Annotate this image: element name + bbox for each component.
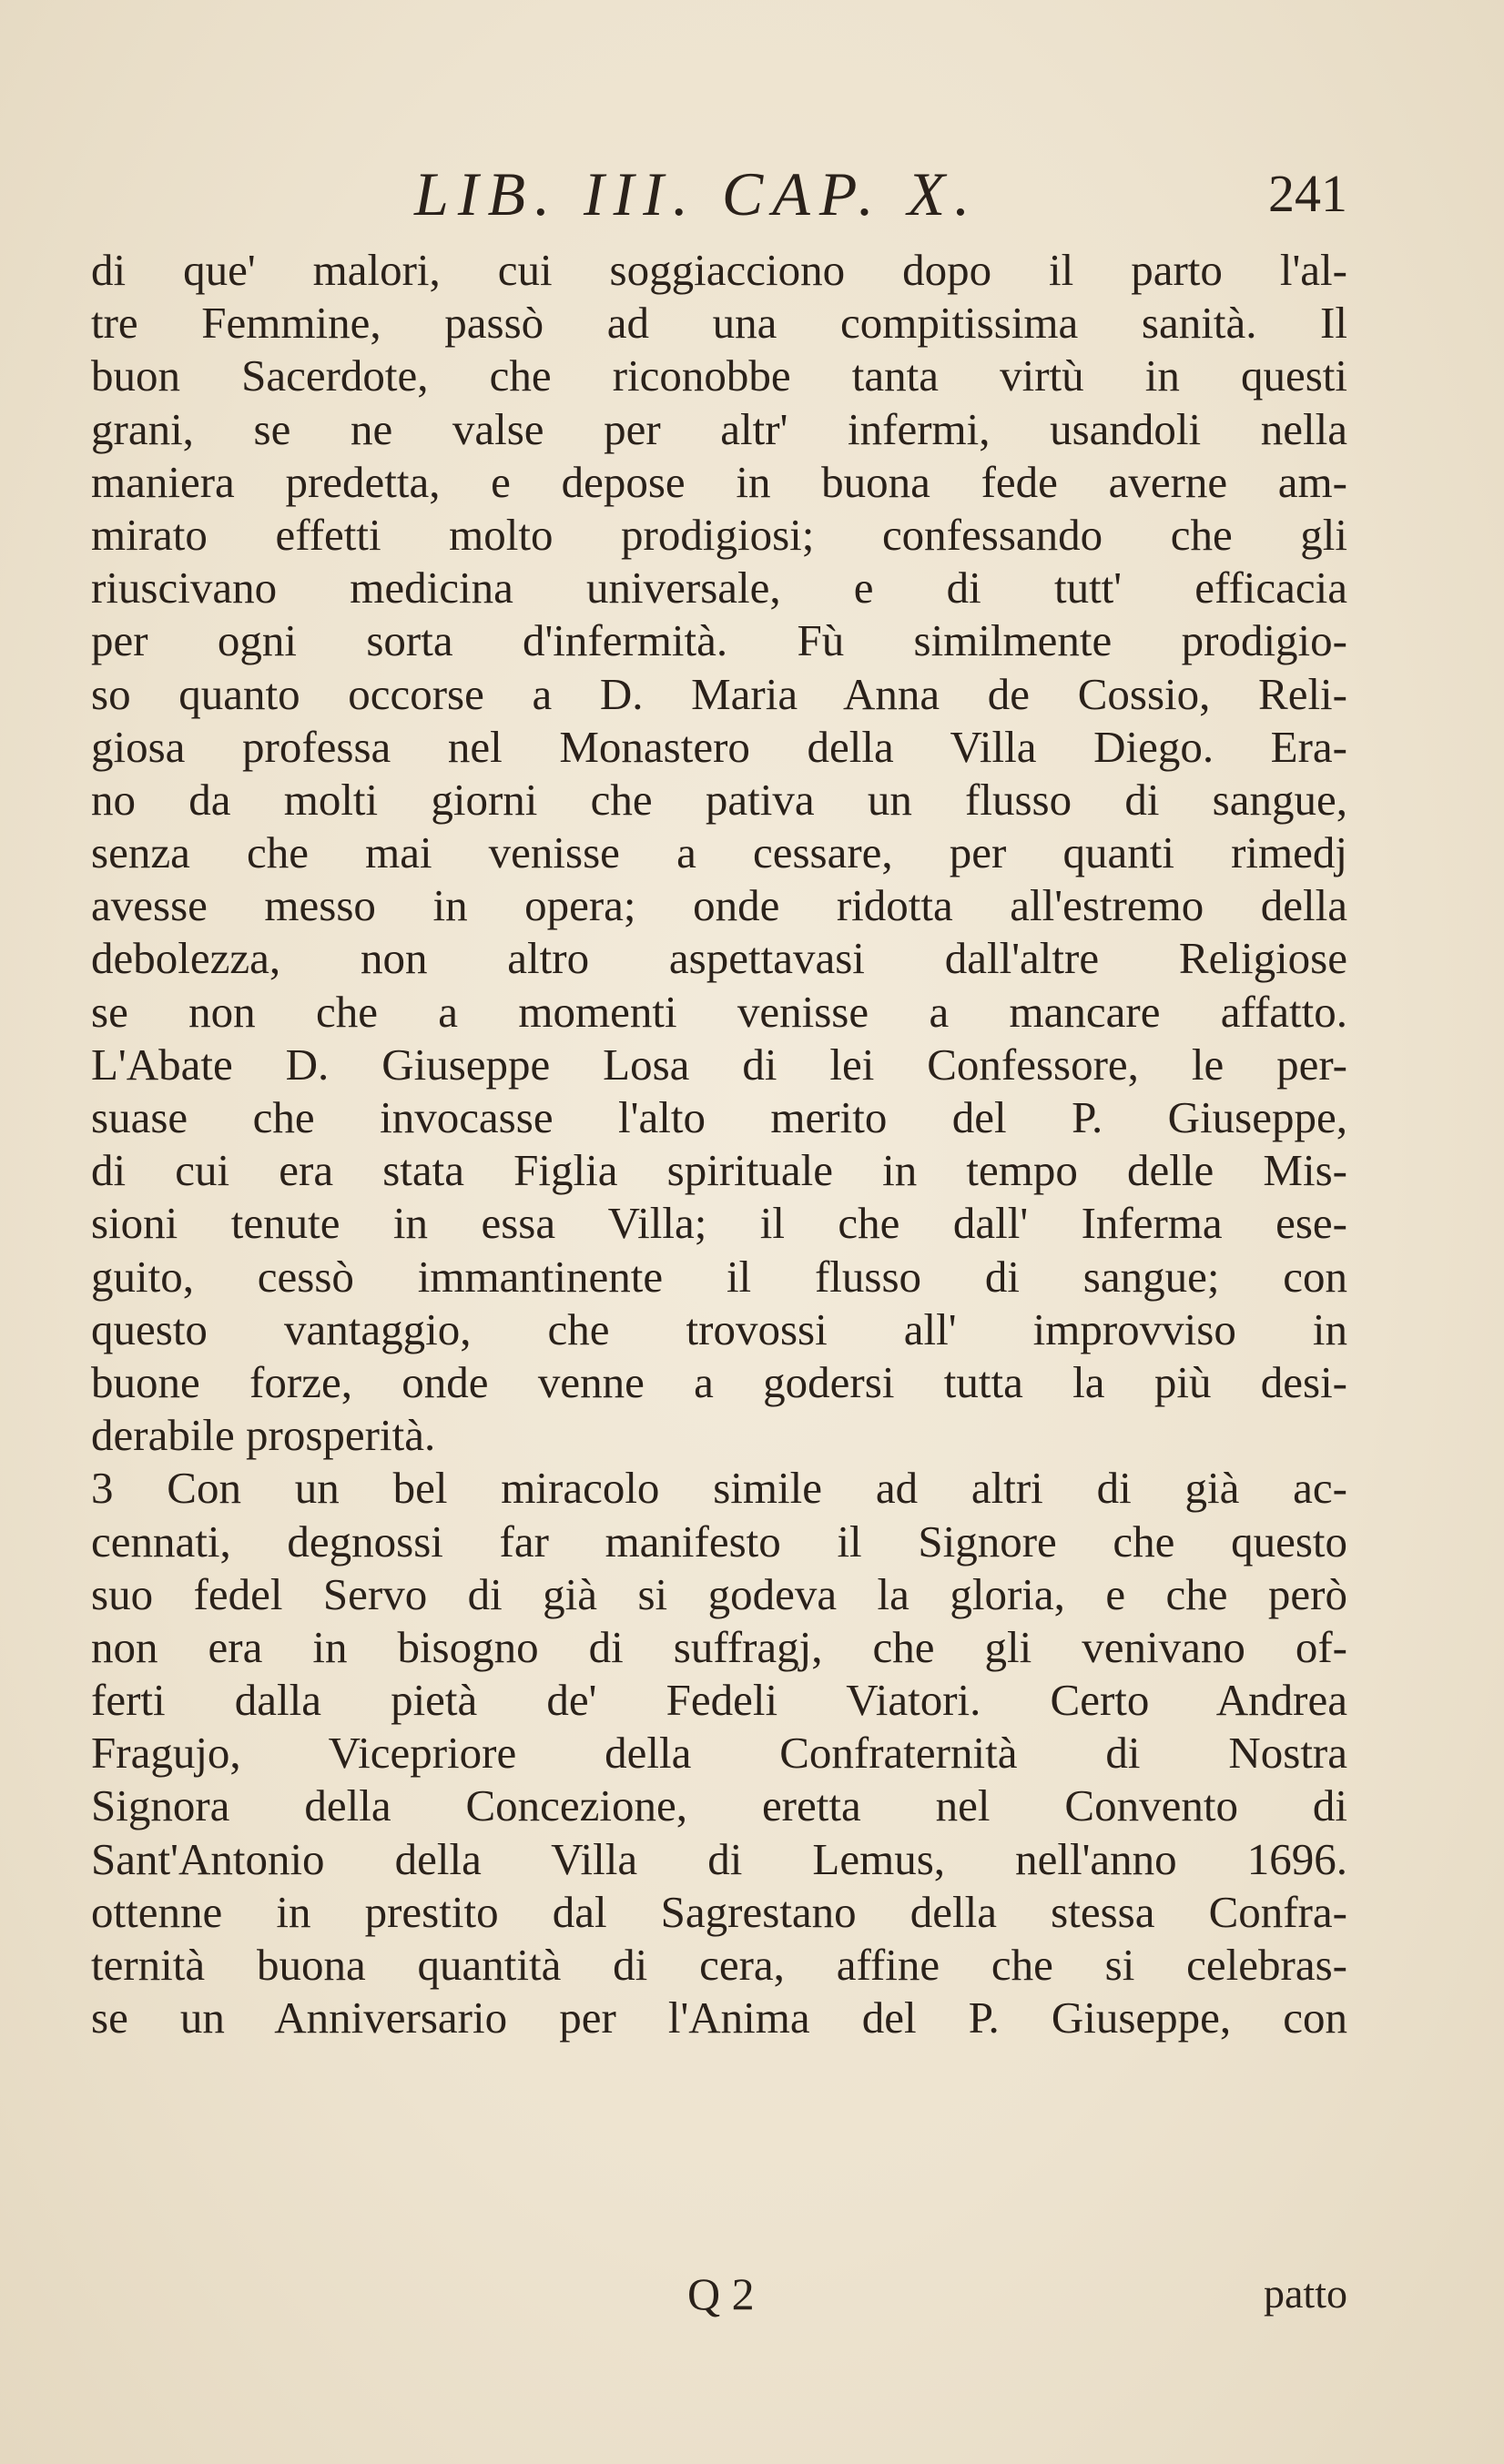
running-head: LIB. III. CAP. X. xyxy=(414,159,980,228)
text-line: sioni tenute in essa Villa; il che dall' Inferma ese- xyxy=(91,1198,1347,1249)
text-line: no da molti giorni che pativa un flusso di sangue, xyxy=(91,774,1347,825)
text-line: buone forze, onde venne a godersi tutta la più desi- xyxy=(91,1356,1347,1407)
text-line: riuscivano medicina universale, e di tutt' efficacia xyxy=(91,563,1347,613)
text-line: non era in bisogno di suffragj, che gli venivano of- xyxy=(91,1621,1347,1672)
page-header xyxy=(91,153,1347,235)
text-line: questo vantaggio, che trovossi all' improvviso in xyxy=(91,1303,1347,1354)
text-line: se non che a momenti venisse a mancare affatto. xyxy=(91,986,1347,1037)
text-line: ternità buona quantità di cera, affine che si celebras- xyxy=(91,1940,1347,1990)
text-line: ottenne in prestito dal Sagrestano della stessa Confra- xyxy=(91,1886,1347,1937)
text-line: senza che mai venisse a cessare, per quanti rimedj xyxy=(91,827,1347,878)
catchword: patto xyxy=(1264,2270,1347,2317)
text-line: suo fedel Servo di già si godeva la gloria, e che però xyxy=(91,1568,1347,1619)
text-line: ferti dalla pietà de' Fedeli Viatori. Certo Andrea xyxy=(91,1675,1347,1726)
body-text xyxy=(91,244,1347,2044)
text-line: per ogni sorta d'infermità. Fù similmente prodigio- xyxy=(91,615,1347,666)
text-line: debolezza, non altro aspettavasi dall'altre Religiose xyxy=(91,933,1347,984)
text-line: grani, se ne valse per altr' infermi, usandoli nella xyxy=(91,403,1347,454)
page-footer xyxy=(91,2257,1347,2330)
text-line: Sant'Antonio della Villa di Lemus, nell'anno 1696. xyxy=(91,1833,1347,1884)
text-line: derabile prosperità. xyxy=(91,1410,436,1461)
text-line: 3 Con un bel miracolo simile ad altri di già ac- xyxy=(91,1463,1347,1514)
text-line: Fragujo, Vicepriore della Confraternità di Nostra xyxy=(91,1728,1347,1779)
text-line: suase che invocasse l'alto merito del P. Giuseppe, xyxy=(91,1092,1347,1142)
text-line: maniera predetta, e depose in buona fede averne am- xyxy=(91,456,1347,507)
text-line: buon Sacerdote, che riconobbe tanta virtù in questi xyxy=(91,350,1347,401)
page-number: 241 xyxy=(1268,164,1347,223)
signature-mark: Q 2 xyxy=(687,2268,755,2319)
text-line: Signora della Concezione, eretta nel Convento di xyxy=(91,1780,1347,1831)
text-line: di que' malori, cui soggiacciono dopo il parto l'al- xyxy=(91,245,1347,295)
text-line: so quanto occorse a D. Maria Anna de Cossio, Reli- xyxy=(91,668,1347,719)
text-line: mirato effetti molto prodigiosi; confessando che gli xyxy=(91,509,1347,560)
text-line: se un Anniversario per l'Anima del P. Giuseppe, con xyxy=(91,1992,1347,2043)
text-line: avesse messo in opera; onde ridotta all'estremo della xyxy=(91,880,1347,931)
text-line: di cui era stata Figlia spirituale in tempo delle Mis- xyxy=(91,1145,1347,1196)
text-line: guito, cessò immantinente il flusso di sangue; con xyxy=(91,1251,1347,1302)
text-line: cennati, degnossi far manifesto il Signore che questo xyxy=(91,1516,1347,1567)
text-line: tre Femmine, passò ad una compitissima sanità. Il xyxy=(91,298,1347,349)
text-line: L'Abate D. Giuseppe Losa di lei Confessore, le per- xyxy=(91,1039,1347,1090)
text-line: giosa professa nel Monastero della Villa Diego. Era- xyxy=(91,721,1347,772)
